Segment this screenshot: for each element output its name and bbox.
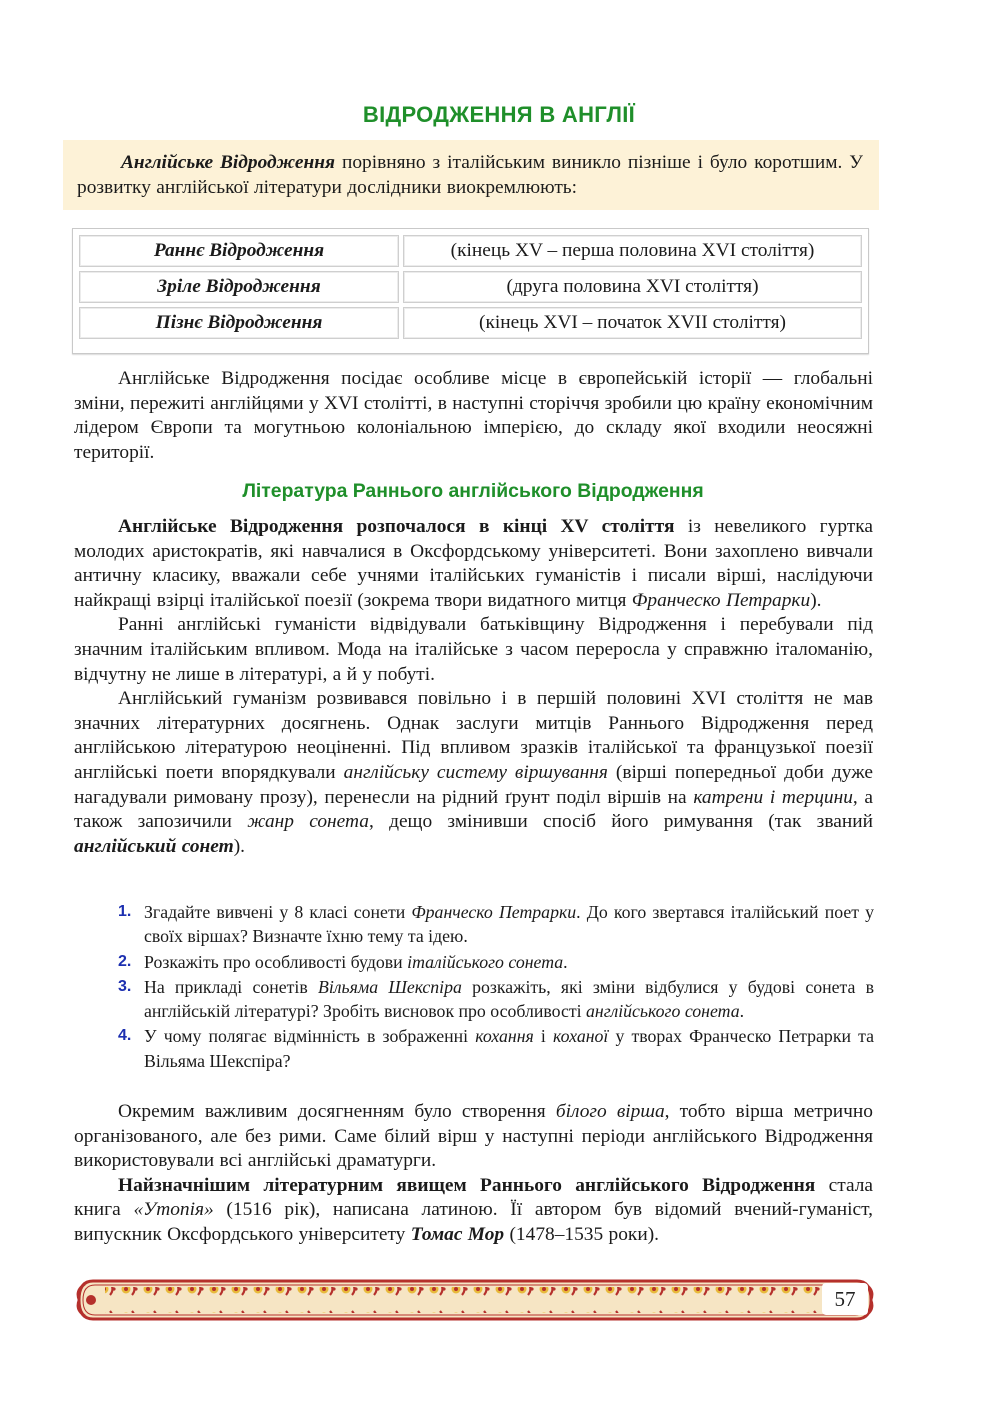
text: Згадайте вивчені у 8 класі сонети [144, 902, 412, 922]
question-item [118, 1024, 874, 1073]
italic-text: італійського сонета [407, 951, 564, 972]
paragraph-block-2 [74, 515, 873, 859]
text: . [739, 1001, 745, 1022]
period-range: (кінець XV – перша половина XVI століття) [403, 235, 862, 267]
italic-text: «Утопія» [133, 1199, 214, 1221]
section-subtitle: Література Раннього англійського Відродження [242, 480, 704, 502]
text: Розкажіть про особливості будови [144, 951, 408, 972]
period-name: Раннє Відродження [79, 235, 399, 267]
text: стала книга [74, 1174, 874, 1221]
text: ). [233, 835, 246, 857]
bold-text: Найзначнішим літературним явищем Раннього англійського Відродження [118, 1174, 816, 1196]
text: із невеликого гуртка молодих аристократів, які навчалися в Оксфордському університеті. Вони захоплено вивчали античну класику, вважали себе учнями італійських гуманістів і писали вірші, наслідуючи найкращі взірці італійської поезії (зокрема твори видатного митця [74, 516, 873, 611]
text: розкажіть, які зміни відбулися у будові сонета в англійській літературі? Зробіть висновок про особливості [144, 976, 874, 1022]
period-range: (друга половина XVI століття) [403, 271, 862, 303]
page-title: ВІДРОДЖЕННЯ В АНГЛІЇ [362, 102, 636, 127]
intro-term: Англійське Відродження [121, 152, 336, 173]
question-item [118, 975, 874, 1024]
paragraph [74, 1100, 873, 1174]
question-number: 2. [118, 952, 132, 970]
ornament-border-icon [75, 1275, 875, 1325]
periods-table [72, 228, 869, 354]
paragraph: Англійське Відродження посідає особливе місце в європейській історії — глобальні зміни, пережиті англійцями у XVI столітті, в наступні сторіччя зробили цю країну економічним лідером Європи та могутньою колоніальною імперією, до складу якої входили неосяжні території. [74, 368, 873, 463]
italic-text: англійського сонета [586, 1001, 740, 1022]
text: (вірші попередньої доби дуже нагадували римовану прозу), перенесли на рідний ґрунт поділ віршів на [74, 761, 873, 808]
period-range: (кінець XVI – початок XVII століття) [403, 307, 862, 339]
text: На прикладі сонетів [144, 976, 318, 997]
text: (1516 рік), написана латиною. Її автором був відомий вчений-гуманіст, випускник Оксфордського університету [74, 1199, 873, 1245]
text: , тобто вірша метрично організованого, але без рими. Саме білий вірш у наступні періоди англійського Відродження використовували всі англійські драматурги. [74, 1101, 873, 1172]
italic-text: коханої [552, 1026, 609, 1047]
table-row [79, 271, 862, 303]
question-number: 1. [118, 903, 132, 920]
paragraph [74, 515, 873, 613]
bold-text: Англійське Відродження розпочалося в кінці XV століття [118, 516, 675, 537]
period-name: Пізнє Відродження [79, 307, 399, 339]
paragraph: Ранні англійські гуманісти відвідували батьківщину Відродження і перебували під значним італійським впливом. Мода на італійське з часом переросла у справжню італоманію, відчутну не лише в літературі, а й у побуті. [74, 614, 873, 685]
period-name: Зріле Відродження [79, 271, 399, 303]
paragraph-block-1 [74, 367, 873, 465]
text: , дещо змінивши спосіб його римування (так званий [368, 811, 873, 833]
text: . [563, 951, 568, 972]
italic-text: Франческо Петрарки [631, 589, 811, 611]
table-row [79, 307, 862, 339]
intro-paragraph [77, 151, 863, 200]
ornament-footer [75, 1275, 875, 1325]
questions-list [118, 900, 874, 1074]
italic-text: Франческо Петрарки [411, 902, 577, 922]
question-number: 3. [118, 977, 132, 995]
text: Англійський гуманізм розвивався повільно і в першій половині XVI століття не мав значних літературних досягнень. Однак заслуги митців Раннього Відродження перед англійською літературою неоціненні. Під впливом зразків італійської та французької поезії англійські поети впорядкували [74, 688, 873, 783]
bold-italic-text: Томас Мор [410, 1223, 505, 1245]
bold-italic-text: англійський сонет [74, 835, 234, 857]
text: У чому полягає відмінність в зображенні [144, 1026, 476, 1047]
intro-text: порівняно з італійським виникло пізніше і було коротшим. У розвитку англійської літератури дослідники виокремлюють: [77, 152, 863, 198]
italic-text: Вільяма Шекспіра [317, 976, 462, 997]
question-number: 4. [118, 1027, 132, 1045]
italic-text: англійську систему віршування [343, 761, 608, 783]
intro-box [63, 140, 879, 210]
italic-text: кохання [475, 1026, 534, 1047]
question-item [118, 950, 874, 974]
italic-text: катрени і терцини [693, 786, 853, 808]
italic-text: білого вірша [555, 1101, 665, 1122]
paragraph-block-3 [74, 1100, 873, 1248]
text: ). [810, 589, 822, 611]
page-number: 57 [822, 1283, 868, 1315]
italic-text: жанр сонета [247, 811, 369, 833]
text: (1478–1535 роки). [504, 1223, 660, 1245]
text: Окремим важливим досягненням було створення [118, 1101, 556, 1122]
paragraph [74, 1174, 873, 1248]
text: і [533, 1026, 553, 1047]
text: , а також запозичили [74, 786, 874, 833]
table-row [79, 235, 862, 267]
paragraph [74, 687, 873, 859]
question-item [118, 900, 874, 949]
text: у творах Франческо Петрарки та Вільяма Шекспіра? [144, 1026, 874, 1071]
text: . До кого звертався італійський поет у своїх віршах? Визначте їхню тему та ідею. [144, 902, 874, 947]
